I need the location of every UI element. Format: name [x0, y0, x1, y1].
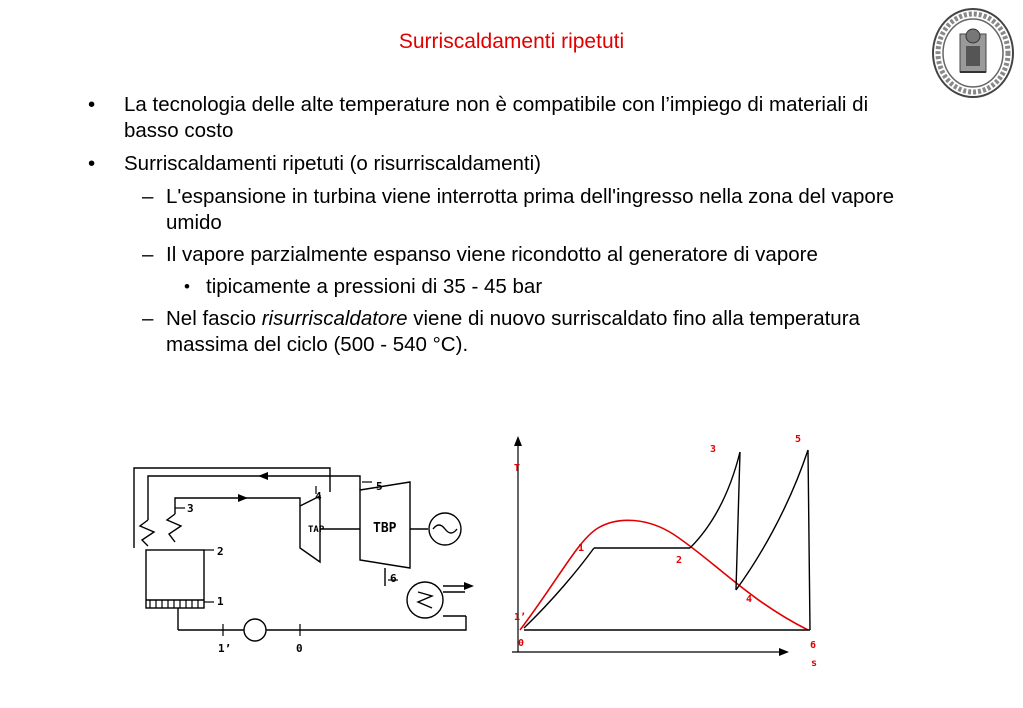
boiler: [146, 550, 204, 608]
bullet-text: La tecnologia delle alte temperature non è compatibile con l’impiego di materiali di basso costo: [124, 93, 869, 142]
ts-diagram: [498, 430, 838, 680]
cycle-lp-expansion: [808, 450, 810, 630]
flow-arrow: [238, 494, 248, 502]
turbine-hp-label: TAP: [308, 525, 325, 535]
point-label-0: 0: [518, 638, 525, 649]
text-suffix: viene di nuovo surriscaldato fino alla temperatura massima del ciclo (500 - 540 °C).: [166, 307, 860, 356]
sub-sub-bullet-text: tipicamente a pressioni di 35 - 45 bar: [206, 275, 543, 298]
t-axis-label: T: [514, 463, 521, 474]
dash-marker: –: [142, 307, 154, 330]
sub-bullet-item: [84, 242, 924, 268]
point-label-2: 2: [676, 555, 683, 566]
point-label-1: 1: [217, 595, 224, 608]
university-seal-logo: [930, 6, 1016, 100]
t-axis-arrow: [514, 436, 522, 446]
dash-marker: –: [142, 243, 154, 266]
sub-bullet-text: [166, 307, 860, 356]
flow-arrow: [464, 582, 474, 590]
bullet-marker: •: [88, 93, 96, 116]
bullet-list: [84, 92, 924, 364]
text-prefix: Nel fascio: [166, 307, 262, 330]
bullet-marker: •: [184, 277, 190, 296]
point-label-0: 0: [296, 642, 303, 655]
point-label-1: 1: [578, 543, 585, 554]
point-label-1p: 1’: [514, 612, 527, 623]
s-axis-label: s: [811, 658, 818, 669]
point-label-5: 5: [376, 480, 383, 493]
point-label-2: 2: [217, 545, 224, 558]
pump: [244, 619, 266, 641]
slide-title: Surriscaldamenti ripetuti: [398, 30, 625, 53]
point-label-1p: 1’: [218, 642, 232, 655]
sub-sub-bullet-item: [84, 274, 924, 300]
condenser: [407, 582, 443, 618]
bullet-text: Surriscaldamenti ripetuti (o risurriscaldamenti): [124, 152, 541, 175]
cycle-superheat-1: [690, 452, 740, 548]
bullet-marker: •: [88, 152, 96, 175]
point-label-5: 5: [795, 434, 802, 445]
bullet-item: [84, 92, 924, 144]
condenser-coil: [418, 592, 432, 608]
point-label-6: 6: [390, 572, 397, 585]
bullet-item: [84, 151, 924, 177]
plant-schematic: [120, 462, 490, 662]
point-label-4: 4: [315, 490, 322, 503]
dash-marker: –: [142, 185, 154, 208]
s-axis-arrow: [779, 648, 789, 656]
point-label-3: 3: [710, 444, 717, 455]
generator-symbol: [433, 525, 457, 533]
cycle-hp-expansion: [736, 452, 740, 590]
hp-feed-line: [175, 498, 300, 514]
point-label-6: 6: [810, 640, 817, 651]
cycle-reheat: [736, 450, 808, 590]
sub-bullet-item: [84, 184, 924, 236]
italic-term: risurriscaldatore: [261, 307, 408, 330]
sub-bullet-text: Il vapore parzialmente espanso viene ricondotto al generatore di vapore: [166, 243, 818, 266]
reheater-coil: [167, 514, 181, 542]
turbine-lp-label: TBP: [373, 521, 397, 536]
point-label-3: 3: [187, 502, 194, 515]
cycle-liquid-heating: [524, 548, 594, 628]
point-label-4: 4: [746, 594, 753, 605]
superheater-coil: [140, 520, 154, 546]
sub-bullet-item: [84, 306, 924, 358]
sub-bullet-text: L'espansione in turbina viene interrotta prima dell'ingresso nella zona del vapore umido: [166, 185, 895, 234]
flow-arrow: [258, 472, 268, 480]
saturation-dome: [520, 520, 808, 630]
